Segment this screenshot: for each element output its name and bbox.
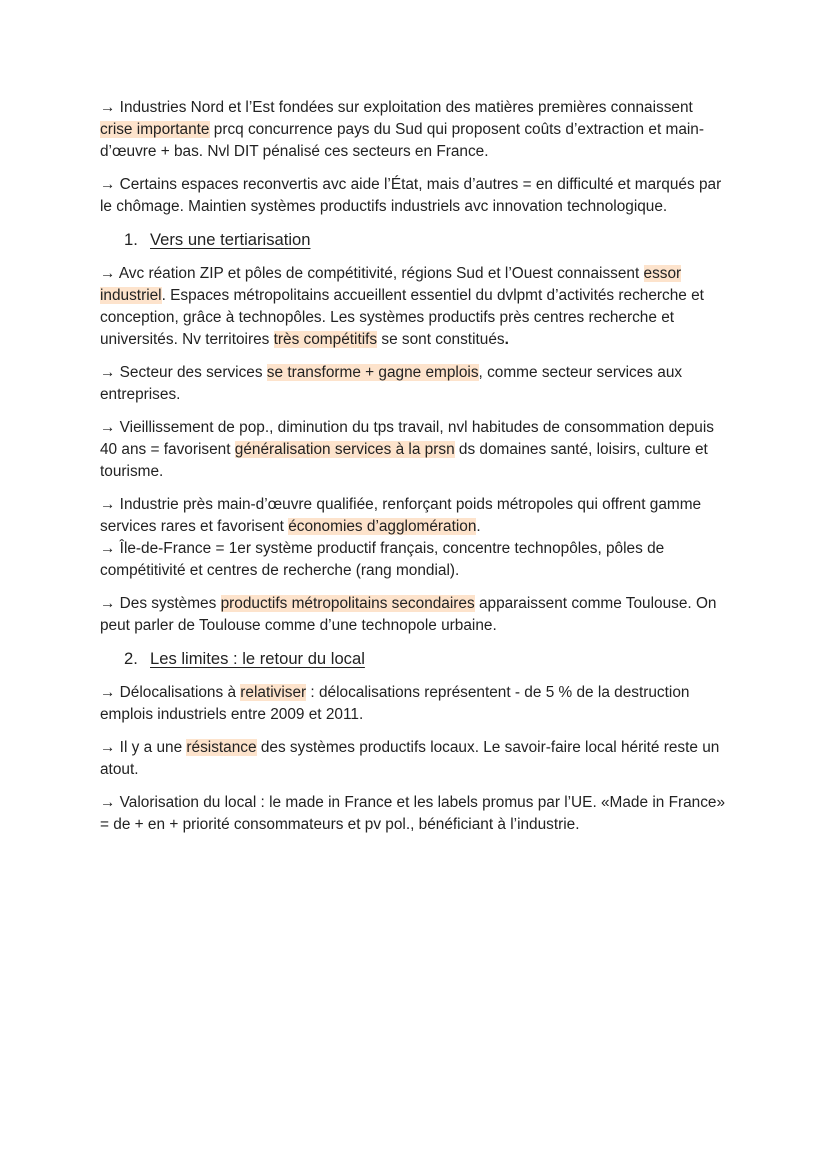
highlight-crise-importante: crise importante — [100, 121, 210, 138]
paragraph-industries-nord-est: → Industries Nord et l’Est fondées sur exploitation des matières premières connaissent crise importante prcq concurrence pays du Sud qui proposent coûts d’extraction et main-d’œuvre + bas. Nvl DIT pénalisé ces secteurs en France. — [100, 99, 704, 160]
paragraph-zip-poles: → Avc réation ZIP et pôles de compétitivité, régions Sud et l’Ouest connaissent essor industriel. Espaces métropolitains accueillent essentiel du dvlpmt d’activités recherche et conception, grâce à technopôles. Les systèmes productifs près centres recherche et universités. Nv territoires très compétitifs se sont constitués. — [100, 265, 704, 348]
heading-number: 1. — [124, 230, 138, 249]
heading-title: Vers une tertiarisation — [150, 230, 311, 249]
paragraph-ile-de-france: → Île-de-France = 1er système productif français, concentre technopôles, pôles de compétitivité et centres de recherche (rang mondial). — [100, 540, 665, 579]
paragraph-systemes-secondaires: → Des systèmes productifs métropolitains secondaires apparaissent comme Toulouse. On peut parler de Toulouse comme d’une technopole urbaine. — [100, 595, 717, 634]
highlight-generalisation-services: généralisation services à la prsn — [234, 441, 455, 458]
document-page — [100, 97, 726, 847]
paragraph-main-oeuvre-qualifiee: → Industrie près main-d’œuvre qualifiée, renforçant poids métropoles qui offrent gamme services rares et favorisent économies d’agglomération. — [100, 496, 702, 535]
section-heading-limites — [124, 648, 726, 670]
paragraph-vieillissement: → Vieillissement de pop., diminution du tps travail, nvl habitudes de consommation depuis 40 ans = favorisent généralisation services à la prsn ds domaines santé, loisirs, culture et tourisme. — [100, 419, 714, 480]
highlight-productifs-metropolitains: productifs métropolitains secondaires — [220, 595, 475, 612]
heading-title: Les limites : le retour du local — [150, 649, 365, 668]
heading-number: 2. — [124, 649, 138, 668]
paragraph-resistance: → Il y a une résistance des systèmes productifs locaux. Le savoir-faire local hérité reste un atout. — [100, 739, 720, 778]
section-heading-tertiarisation — [124, 229, 726, 251]
paragraph-espaces-reconvertis: → Certains espaces reconvertis avc aide l’État, mais d’autres = en difficulté et marqués par le chômage. Maintien systèmes productifs industriels avc innovation technologique. — [100, 176, 722, 215]
highlight-se-transforme: se transforme + gagne emplois — [266, 364, 479, 381]
highlight-essor-industriel: essor industriel — [100, 265, 682, 304]
paragraph-valorisation-local: → Valorisation du local : le made in France et les labels promus par l’UE. «Made in France» = de + en + priorité consommateurs et pv pol., bénéficiant à l’industrie. — [100, 794, 726, 833]
paragraph-secteur-services: → Secteur des services se transforme + gagne emplois, comme secteur services aux entreprises. — [100, 364, 683, 403]
highlight-tres-competitifs: très compétitifs — [273, 331, 378, 348]
highlight-economies-agglomeration: économies d’agglomération — [288, 518, 477, 535]
highlight-relativiser: relativiser — [240, 684, 307, 701]
highlight-resistance: résistance — [186, 739, 257, 756]
paragraph-delocalisations: → Délocalisations à relativiser : délocalisations représentent - de 5 % de la destruction emplois industriels entre 2009 et 2011. — [100, 684, 690, 723]
